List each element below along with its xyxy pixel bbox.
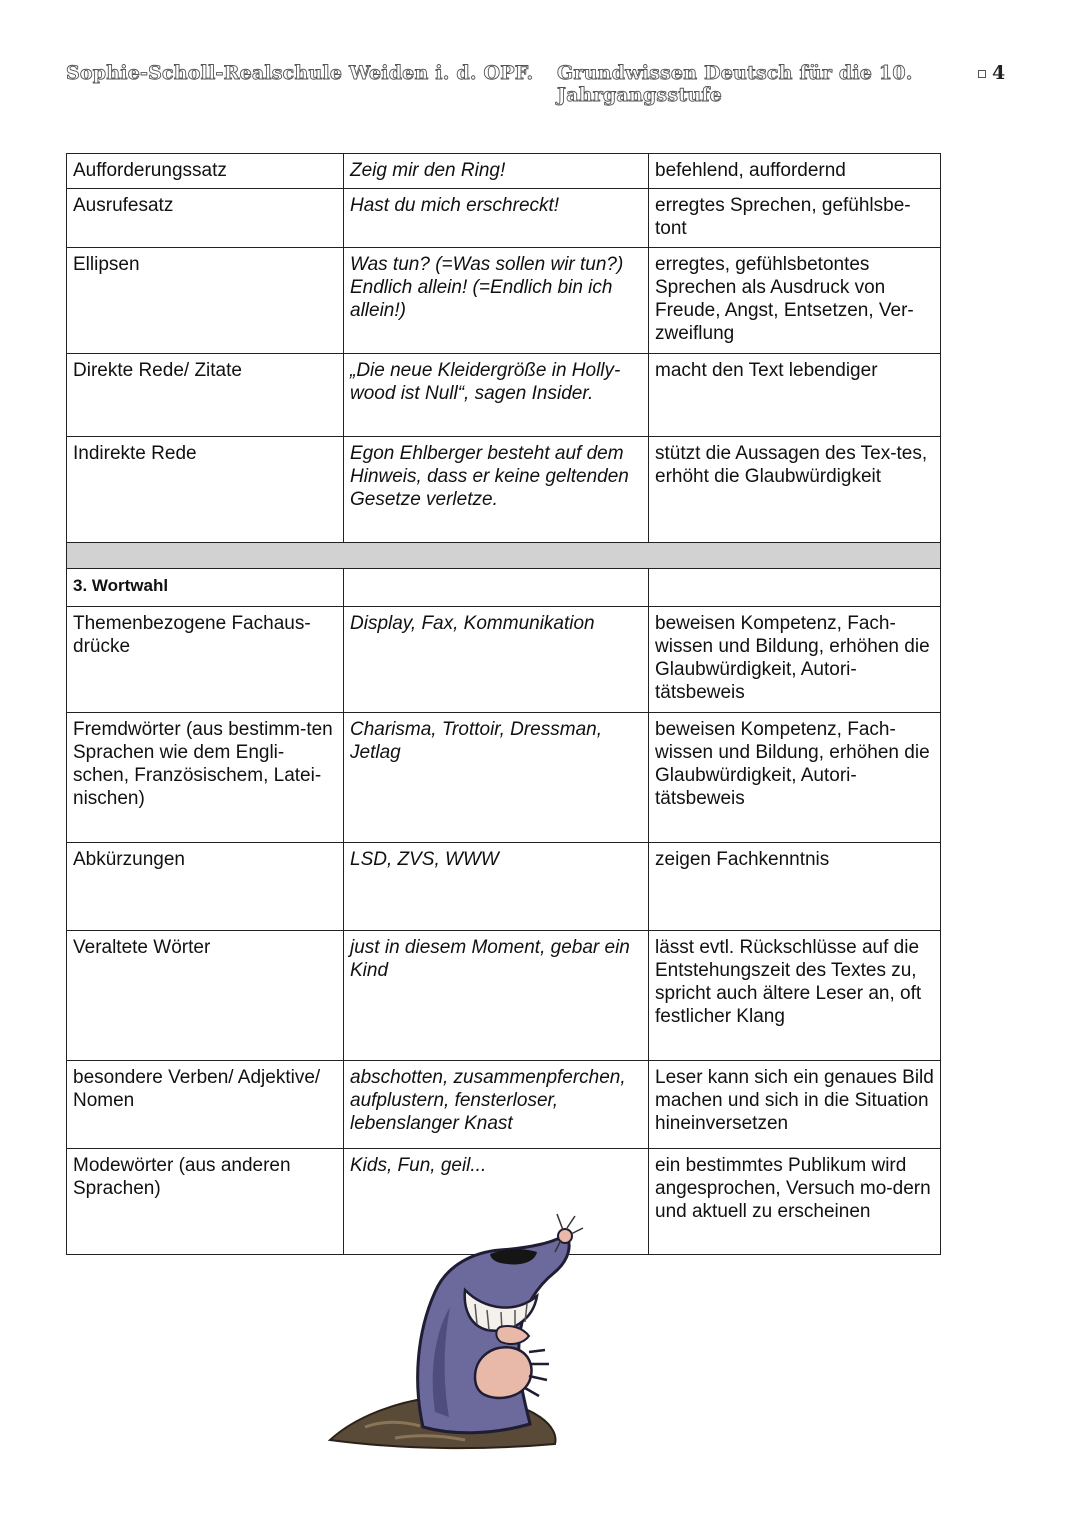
example-cell: Hast du mich erschreckt!	[344, 189, 649, 248]
table-row	[67, 437, 941, 543]
term-cell: Aufforderungssatz	[67, 154, 344, 189]
term-cell: Modewörter (aus anderen Sprachen)	[67, 1149, 344, 1255]
table-row	[67, 713, 941, 843]
term-cell: Indirekte Rede	[67, 437, 344, 543]
term-cell: Ausrufesatz	[67, 189, 344, 248]
mole-illustration	[325, 1212, 585, 1452]
effect-cell: ein bestimmtes Publikum wird angesprochen, Versuch mo-dern und aktuell zu erscheinen	[649, 1149, 941, 1255]
example-cell: Charisma, Trottoir, Dressman, Jetlag	[344, 713, 649, 843]
effect-cell: beweisen Kompetenz, Fach-wissen und Bildung, erhöhen die Glaubwürdigkeit, Autori-tätsbeweis	[649, 607, 941, 713]
table-row	[67, 154, 941, 189]
mole-hand-left	[475, 1347, 531, 1398]
page-number	[978, 62, 1005, 84]
example-cell: Display, Fax, Kommunikation	[344, 607, 649, 713]
table-row	[67, 189, 941, 248]
header-document-title: Grundwissen Deutsch für die 10. Jahrgangsstufe	[557, 62, 913, 106]
square-bullet-icon	[978, 70, 986, 78]
gray-separator-row	[67, 543, 941, 569]
empty-cell	[649, 569, 941, 607]
section-title: 3. Wortwahl	[67, 569, 344, 607]
effect-cell: lässt evtl. Rückschlüsse auf die Entstehungszeit des Textes zu, spricht auch ältere Leser an, oft festlicher Klang	[649, 931, 941, 1061]
table-row	[67, 1061, 941, 1149]
term-cell: besondere Verben/ Adjektive/ Nomen	[67, 1061, 344, 1149]
effect-cell: zeigen Fachkenntnis	[649, 843, 941, 931]
empty-cell	[344, 569, 649, 607]
term-cell: Themenbezogene Fachaus-drücke	[67, 607, 344, 713]
term-cell: Abkürzungen	[67, 843, 344, 931]
table-row	[67, 354, 941, 437]
table-row	[67, 607, 941, 713]
example-cell: Kids, Fun, geil...	[344, 1149, 649, 1255]
table-row	[67, 843, 941, 931]
term-cell: Fremdwörter (aus bestimm-ten Sprachen wie dem Engli-schen, Französischem, Latei-nischen)	[67, 713, 344, 843]
example-cell: just in diesem Moment, gebar ein Kind	[344, 931, 649, 1061]
example-cell: LSD, ZVS, WWW	[344, 843, 649, 931]
effect-cell: stützt die Aussagen des Tex-tes, erhöht die Glaubwürdigkeit	[649, 437, 941, 543]
example-cell: Zeig mir den Ring!	[344, 154, 649, 189]
term-cell: Veraltete Wörter	[67, 931, 344, 1061]
example-cell: abschotten, zusammenpferchen, aufplustern, fensterloser, lebenslanger Knast	[344, 1061, 649, 1149]
term-cell: Direkte Rede/ Zitate	[67, 354, 344, 437]
example-cell: Egon Ehlberger besteht auf dem Hinweis, dass er keine geltenden Gesetze verletze.	[344, 437, 649, 543]
effect-cell: erregtes, gefühlsbetontes Sprechen als Ausdruck von Freude, Angst, Entsetzen, Ver-zweiflung	[649, 248, 941, 354]
effect-cell: Leser kann sich ein genaues Bild machen und sich in die Situation hineinversetzen	[649, 1061, 941, 1149]
example-cell: Was tun? (=Was sollen wir tun?) Endlich allein! (=Endlich bin ich allein!)	[344, 248, 649, 354]
effect-cell: beweisen Kompetenz, Fach-wissen und Bildung, erhöhen die Glaubwürdigkeit, Autori-tätsbeweis	[649, 713, 941, 843]
header-school-name: Sophie-Scholl-Realschule Weiden i. d. OPF.	[66, 62, 534, 84]
effect-cell: macht den Text lebendiger	[649, 354, 941, 437]
term-cell: Ellipsen	[67, 248, 344, 354]
mole-hand-right	[496, 1326, 529, 1344]
stylistic-devices-table	[66, 153, 941, 1255]
example-cell: „Die neue Kleidergröße in Holly-wood ist Null“, sagen Insider.	[344, 354, 649, 437]
effect-cell: erregtes Sprechen, gefühlsbe-tont	[649, 189, 941, 248]
table-row	[67, 931, 941, 1061]
table-row	[67, 248, 941, 354]
separator-cell	[67, 543, 941, 569]
page-number-value: 4	[992, 62, 1006, 84]
effect-cell: befehlend, auffordernd	[649, 154, 941, 189]
section-header-row	[67, 569, 941, 607]
